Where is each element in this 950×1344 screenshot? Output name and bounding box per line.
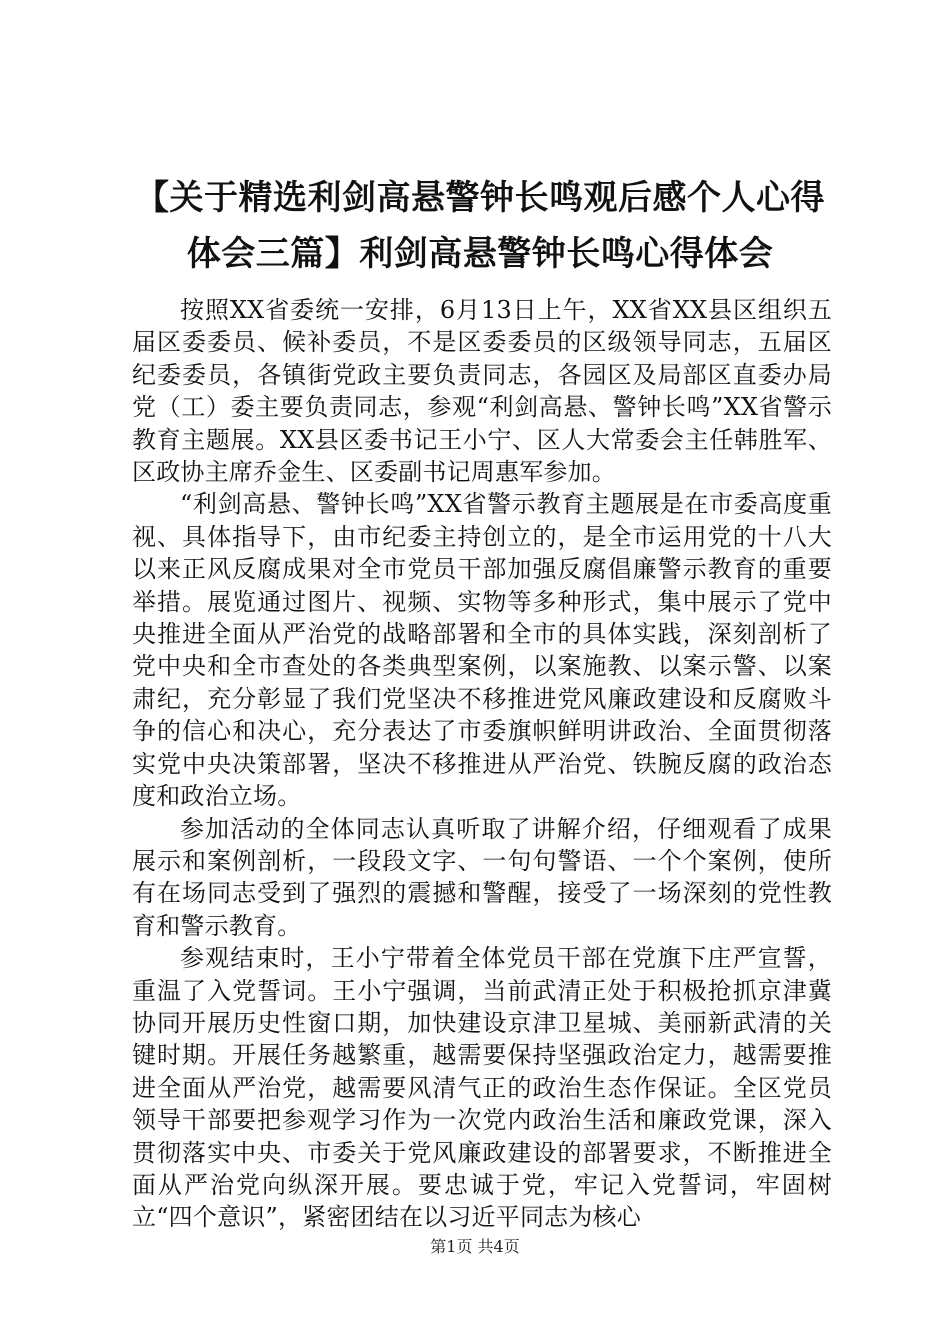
paragraph: 按照XX省委统一安排，6月13日上午，XX省XX县区组织五届区委委员、候补委员，不是区委委员的区级领导同志，五届区纪委委员，各镇街党政主要负责同志，各园区及局部区直委办局党（工）委主要负责同志，参观“利剑高悬、警钟长鸣”XX省警示教育主题展。XX县区委书记王小宁、区人大常委会主任韩胜军、区政协主席乔金生、区委副书记周惠军参加。 (132, 296, 832, 487)
paragraph: 参加活动的全体同志认真听取了讲解介绍，仔细观看了成果展示和案例剖析，一段段文字、一句句警语、一个个案例，使所有在场同志受到了强烈的震撼和警醒，接受了一场深刻的党性教育和警示教育。 (132, 814, 832, 940)
paragraph: “利剑高悬、警钟长鸣”XX省警示教育主题展是在市委高度重视、具体指导下，由市纪委主持创立的，是全市运用党的十八大以来正风反腐成果对全市党员干部加强反腐倡廉警示教育的重要举措。展览通过图片、视频、实物等多种形式，集中展示了党中央推进全面从严治党的战略部署和全市的具体实践，深刻剖析了党中央和全市查处的各类典型案例，以案施教、以案示警、以案肃纪，充分彰显了我们党坚决不移推进党风廉政建设和反腐败斗争的信心和决心，充分表达了市委旗帜鲜明讲政治、全面贯彻落实党中央决策部署，坚决不移推进从严治党、铁腕反腐的政治态度和政治立场。 (132, 490, 832, 811)
document-body (132, 294, 832, 1234)
paragraph: 参观结束时，王小宁带着全体党员干部在党旗下庄严宣誓，重温了入党誓词。王小宁强调，当前武清正处于积极抢抓京津冀协同开展历史性窗口期，加快建设京津卫星城、美丽新武清的关键时期。开展任务越繁重，越需要保持坚强政治定力，越需要推进全面从严治党，越需要风清气正的政治生态作保证。全区党员领导干部要把参观学习作为一次党内政治生活和廉政党课，深入贯彻落实中央、市委关于党风廉政建设的部署要求，不断推进全面从严治党向纵深开展。要忠诚于党，牢记入党誓词，牢固树立“四个意识”，紧密团结在以习近平同志为核心 (132, 944, 832, 1232)
document-title: 【关于精选利剑高悬警钟长鸣观后感个人心得体会三篇】利剑高悬警钟长鸣心得体会 (135, 178, 825, 274)
page-number-footer: 第1页 共4页 (430, 1237, 520, 1256)
